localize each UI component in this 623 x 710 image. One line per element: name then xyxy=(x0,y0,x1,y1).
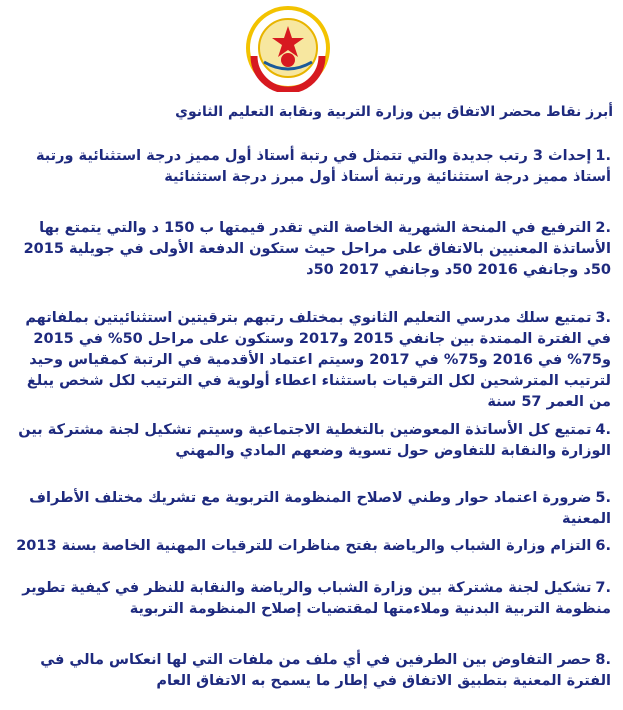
item-number: 5. xyxy=(595,490,611,506)
list-item xyxy=(13,420,611,462)
list-item xyxy=(13,578,611,620)
list-item xyxy=(13,488,611,530)
list-item xyxy=(13,308,611,413)
item-number: 2. xyxy=(595,220,611,236)
list-item xyxy=(13,146,611,188)
item-number: 6. xyxy=(595,538,611,554)
item-number: 3. xyxy=(595,310,611,326)
item-text: إحداث 3 رتب جديدة والتي تتمثل في رتبة أستاذ أول مميز درجة استثنائية ورتبة أستاذ مميز درجة استثنائية ورتبة أستاذ أول مبرز درجة استثنائية xyxy=(35,148,611,185)
item-text: تمتيع سلك مدرسي التعليم الثانوي بمختلف رتبهم بترقيتين استثنائيتين بملفاتهم في الفترة الممتدة بين جانفي 2015 و2017 وستكون على مراحل 50% في 2015 و75% في 2016 و75% في 2017 وسيتم اعتماد الأقدمية في الرتبة كمقياس وحيد لترتيب المترشحين لكل الترقيات باستثناء اعطاء أولوية في الترتيب لكل شخص يبلغ من العمر 57 سنة xyxy=(25,310,611,410)
item-text: الترفيع في المنحة الشهرية الخاصة التي تقدر قيمتها ب 150 د والتي يتمتع بها الأساتذة المعنيين بالاتفاق على مراحل حيث ستكون الدفعة الأولى في جويلية 2015 50د وجانفي 2016 50د وجانفي 2017 50د xyxy=(23,220,611,278)
page-title: أبرز نقاط محضر الاتفاق بين وزارة التربية ونقابة التعليم الثانوي xyxy=(175,104,613,120)
item-number: 1. xyxy=(595,148,611,164)
item-text: التزام وزارة الشباب والرياضة بفتح مناظرات للترقيات المهنية الخاصة بسنة 2013 xyxy=(16,538,592,554)
item-number: 4. xyxy=(595,422,611,438)
item-text: ضرورة اعتماد حوار وطني لاصلاح المنظومة التربوية مع تشريك مختلف الأطراف المعنية xyxy=(29,490,611,527)
item-text: تشكيل لجنة مشتركة بين وزارة الشباب والرياضة والنقابة للنظر في كيفية تطوير منظومة التربية البدنية وملاءمتها لمقتضيات إصلاح المنظومة التربوية xyxy=(22,580,611,617)
list-item xyxy=(13,218,611,281)
list-item xyxy=(13,650,611,692)
item-text: حصر التفاوض بين الطرفين في أي ملف من ملفات التي لها انعكاس مالي في الفترة المعنية بتطبيق الاتفاق في إطار ما يسمح به الاتفاق العام xyxy=(40,652,611,689)
item-number: 7. xyxy=(595,580,611,596)
item-text: تمتيع كل الأساتذة المعوضين بالتغطية الاجتماعية وسيتم تشكيل لجنة مشتركة بين الوزارة والنقابة للتفاوض حول تسوية وضعهم المادي والمهني xyxy=(18,422,611,459)
ugtt-logo xyxy=(244,4,332,92)
list-item xyxy=(13,536,611,557)
item-number: 8. xyxy=(595,652,611,668)
